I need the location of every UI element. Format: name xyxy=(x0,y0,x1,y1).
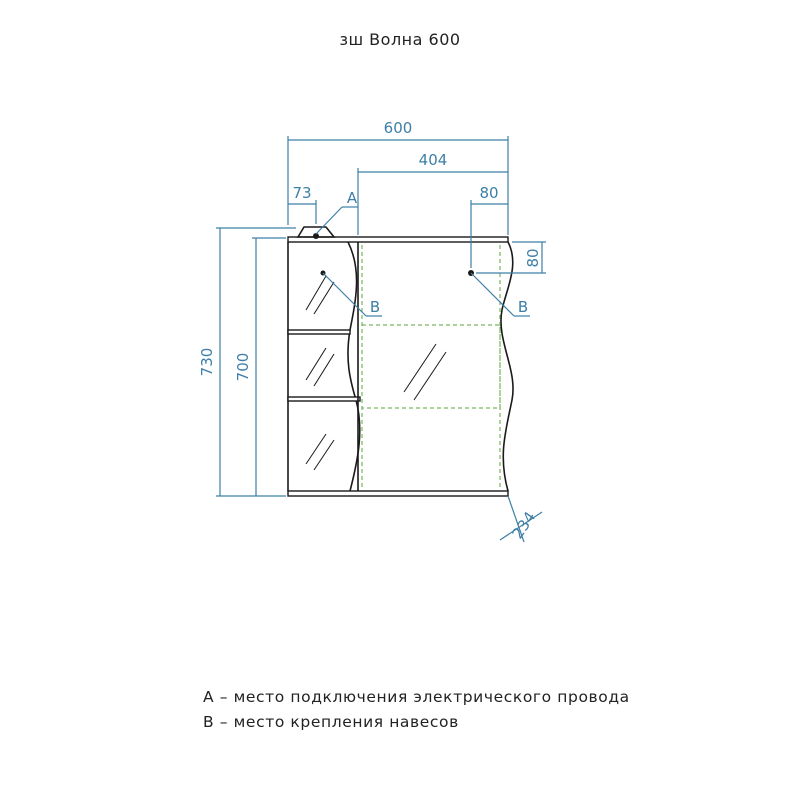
dim-404: 404 xyxy=(418,151,448,169)
legend-b: В – место крепления навесов xyxy=(203,713,459,731)
glass-mark xyxy=(314,354,334,386)
dim-730: 730 xyxy=(198,347,216,377)
glass-mark xyxy=(414,352,446,400)
leader-b-left xyxy=(323,273,366,316)
marker-b-left: B xyxy=(369,298,381,316)
inner-shelf-outline xyxy=(362,325,500,408)
cabinet-body xyxy=(288,227,513,496)
dim-73: 73 xyxy=(292,184,312,202)
glass-mark xyxy=(314,440,334,470)
marker-a: A xyxy=(346,189,358,207)
legend-a: A – место подключения электрического провода xyxy=(203,688,630,706)
glass-mark xyxy=(306,434,326,464)
glass-mark xyxy=(306,276,326,310)
dim-80-top: 80 xyxy=(479,184,499,202)
shelf-upper xyxy=(288,330,350,334)
glass-mark xyxy=(404,344,436,392)
shelf-lower xyxy=(288,397,360,401)
marker-b-right: B xyxy=(517,298,529,316)
glass-mark xyxy=(306,348,326,380)
dim-600: 600 xyxy=(383,119,413,137)
right-wave-edge xyxy=(501,242,513,491)
dim-700: 700 xyxy=(234,352,252,382)
leader-b-right xyxy=(471,273,514,316)
bottom-panel xyxy=(288,491,508,496)
glass-mark xyxy=(314,282,334,314)
dim-234: 234 xyxy=(508,508,540,543)
drawing-title: зш Волна 600 xyxy=(339,30,461,49)
dim-80-right: 80 xyxy=(524,248,542,268)
